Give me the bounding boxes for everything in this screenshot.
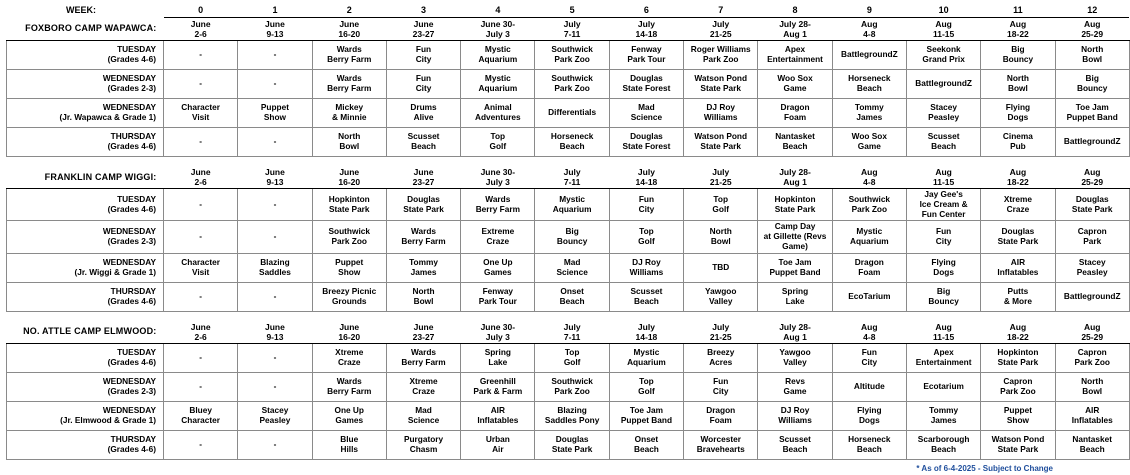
activity-cell-1-0-12: Douglas State Park bbox=[1055, 189, 1129, 221]
activity-cell-2-1-8: Revs Game bbox=[758, 372, 832, 401]
section-spacer bbox=[7, 311, 1130, 321]
activity-cell-1-1-5: Big Bouncy bbox=[535, 221, 609, 253]
activity-cell-2-2-1: Stacey Peasley bbox=[238, 401, 312, 430]
activity-cell-0-1-8: Woo Sox Game bbox=[758, 70, 832, 99]
date-cell-12: Aug 25-29 bbox=[1055, 166, 1129, 189]
week-number-header-row bbox=[7, 4, 1130, 18]
activity-cell-2-1-0: - bbox=[164, 372, 238, 401]
week-number-6: 6 bbox=[609, 4, 683, 18]
date-cell-4: June 30- July 3 bbox=[461, 166, 535, 189]
activity-cell-1-1-4: Extreme Craze bbox=[461, 221, 535, 253]
activity-cell-2-1-10: Ecotarium bbox=[906, 372, 980, 401]
activity-cell-0-0-0: - bbox=[164, 41, 238, 70]
table-row bbox=[7, 128, 1130, 157]
activity-cell-1-3-10: Big Bouncy bbox=[906, 282, 980, 311]
activity-cell-1-2-7: TBD bbox=[684, 253, 758, 282]
row-day-label: TUESDAY bbox=[117, 193, 156, 204]
week-number-4: 4 bbox=[461, 4, 535, 18]
activity-cell-1-1-2: Southwick Park Zoo bbox=[312, 221, 386, 253]
table-row bbox=[7, 221, 1130, 253]
activity-cell-2-1-12: North Bowl bbox=[1055, 372, 1129, 401]
activity-cell-2-1-1: - bbox=[238, 372, 312, 401]
activity-cell-0-3-8: Nantasket Beach bbox=[758, 128, 832, 157]
activity-cell-2-2-9: Flying Dogs bbox=[832, 401, 906, 430]
activity-cell-2-3-0: - bbox=[164, 430, 238, 459]
activity-cell-0-0-11: Big Bouncy bbox=[981, 41, 1055, 70]
table-row bbox=[7, 41, 1130, 70]
week-number-9: 9 bbox=[832, 4, 906, 18]
date-cell-6: July 14-18 bbox=[609, 18, 683, 41]
activity-cell-0-0-6: Fenway Park Tour bbox=[609, 41, 683, 70]
activity-cell-0-3-12: BattlegroundZ bbox=[1055, 128, 1129, 157]
row-grade-label: (Grades 4-6) bbox=[107, 295, 156, 306]
row-day-label: WEDNESDAY bbox=[102, 404, 156, 415]
date-cell-5: July 7-11 bbox=[535, 321, 609, 344]
activity-cell-0-0-8: Apex Entertainment bbox=[758, 41, 832, 70]
week-number-10: 10 bbox=[906, 4, 980, 18]
date-cell-2: June 16-20 bbox=[312, 321, 386, 344]
activity-cell-1-3-3: North Bowl bbox=[386, 282, 460, 311]
week-number-2: 2 bbox=[312, 4, 386, 18]
row-label-1-0 bbox=[7, 189, 164, 221]
week-number-1: 1 bbox=[238, 4, 312, 18]
activity-cell-0-1-9: Horseneck Beach bbox=[832, 70, 906, 99]
activity-cell-2-2-0: Bluey Character bbox=[164, 401, 238, 430]
activity-cell-0-1-12: Big Bouncy bbox=[1055, 70, 1129, 99]
week-number-5: 5 bbox=[535, 4, 609, 18]
activity-cell-0-1-3: Fun City bbox=[386, 70, 460, 99]
activity-cell-2-2-3: Mad Science bbox=[386, 401, 460, 430]
activity-cell-2-1-5: Southwick Park Zoo bbox=[535, 372, 609, 401]
date-cell-0: June 2-6 bbox=[164, 166, 238, 189]
row-label-0-3 bbox=[7, 128, 164, 157]
activity-cell-1-3-12: BattlegroundZ bbox=[1055, 282, 1129, 311]
activity-cell-1-0-5: Mystic Aquarium bbox=[535, 189, 609, 221]
activity-cell-0-2-11: Flying Dogs bbox=[981, 99, 1055, 128]
activity-cell-1-3-11: Putts & More bbox=[981, 282, 1055, 311]
week-number-8: 8 bbox=[758, 4, 832, 18]
row-grade-label: (Jr. Wapawca & Grade 1) bbox=[59, 112, 156, 122]
activity-cell-1-1-10: Fun City bbox=[906, 221, 980, 253]
date-cell-4: June 30- July 3 bbox=[461, 321, 535, 344]
activity-cell-2-0-11: Hopkinton State Park bbox=[981, 343, 1055, 372]
table-row bbox=[7, 282, 1130, 311]
activity-cell-2-0-4: Spring Lake bbox=[461, 343, 535, 372]
week-number-7: 7 bbox=[684, 4, 758, 18]
activity-cell-2-1-9: Altitude bbox=[832, 372, 906, 401]
activity-cell-0-3-7: Watson Pond State Park bbox=[684, 128, 758, 157]
row-day-label: TUESDAY bbox=[117, 44, 156, 55]
activity-cell-2-2-8: DJ Roy Williams bbox=[758, 401, 832, 430]
activity-cell-2-2-6: Toe Jam Puppet Band bbox=[609, 401, 683, 430]
row-day-label: THURSDAY bbox=[110, 285, 156, 296]
activity-cell-2-0-10: Apex Entertainment bbox=[906, 343, 980, 372]
activity-cell-2-2-12: AIR Inflatables bbox=[1055, 401, 1129, 430]
activity-cell-1-0-7: Top Golf bbox=[684, 189, 758, 221]
activity-cell-1-0-9: Southwick Park Zoo bbox=[832, 189, 906, 221]
activity-cell-1-0-4: Wards Berry Farm bbox=[461, 189, 535, 221]
activity-cell-0-1-7: Watson Pond State Park bbox=[684, 70, 758, 99]
date-cell-6: July 14-18 bbox=[609, 321, 683, 344]
date-cell-3: June 23-27 bbox=[386, 166, 460, 189]
activity-cell-1-3-1: - bbox=[238, 282, 312, 311]
camp-name-0: FOXBORO CAMP WAPAWCA: bbox=[7, 18, 164, 41]
activity-cell-2-2-4: AIR Inflatables bbox=[461, 401, 535, 430]
date-cell-5: July 7-11 bbox=[535, 18, 609, 41]
activity-cell-0-0-10: Seekonk Grand Prix bbox=[906, 41, 980, 70]
activity-cell-0-2-5: Differentials bbox=[535, 99, 609, 128]
date-cell-8: July 28- Aug 1 bbox=[758, 321, 832, 344]
row-label-2-2 bbox=[7, 401, 164, 430]
date-cell-1: June 9-13 bbox=[238, 18, 312, 41]
activity-cell-0-0-1: - bbox=[238, 41, 312, 70]
date-cell-7: July 21-25 bbox=[684, 18, 758, 41]
row-grade-label: (Grades 2-3) bbox=[107, 236, 156, 247]
row-label-1-2 bbox=[7, 253, 164, 282]
date-cell-3: June 23-27 bbox=[386, 321, 460, 344]
activity-cell-1-1-0: - bbox=[164, 221, 238, 253]
date-header-row bbox=[7, 321, 1130, 344]
activity-cell-1-2-4: One Up Games bbox=[461, 253, 535, 282]
row-grade-label: (Grades 2-3) bbox=[107, 83, 156, 93]
table-row bbox=[7, 70, 1130, 99]
week-label: WEEK: bbox=[66, 5, 96, 16]
activity-cell-0-2-7: DJ Roy Williams bbox=[684, 99, 758, 128]
activity-cell-0-3-10: Scusset Beach bbox=[906, 128, 980, 157]
row-grade-label: (Jr. Wiggi & Grade 1) bbox=[74, 266, 156, 277]
date-cell-6: July 14-18 bbox=[609, 166, 683, 189]
date-header-row bbox=[7, 18, 1130, 41]
activity-cell-1-3-6: Scusset Beach bbox=[609, 282, 683, 311]
row-grade-label: (Grades 4-6) bbox=[107, 54, 156, 64]
activity-cell-0-3-0: - bbox=[164, 128, 238, 157]
activity-cell-0-0-2: Wards Berry Farm bbox=[312, 41, 386, 70]
table-row bbox=[7, 372, 1130, 401]
activity-cell-2-3-12: Nantasket Beach bbox=[1055, 430, 1129, 459]
activity-cell-2-1-7: Fun City bbox=[684, 372, 758, 401]
row-label-2-1 bbox=[7, 372, 164, 401]
activity-cell-0-2-0: Character Visit bbox=[164, 99, 238, 128]
activity-cell-0-2-4: Animal Adventures bbox=[461, 99, 535, 128]
activity-cell-0-0-4: Mystic Aquarium bbox=[461, 41, 535, 70]
row-label-0-2 bbox=[7, 99, 164, 128]
week-number-11: 11 bbox=[981, 4, 1055, 18]
activity-cell-1-0-6: Fun City bbox=[609, 189, 683, 221]
row-grade-label: (Grades 4-6) bbox=[107, 141, 156, 151]
activity-cell-0-1-10: BattlegroundZ bbox=[906, 70, 980, 99]
date-cell-0: June 2-6 bbox=[164, 18, 238, 41]
date-cell-10: Aug 11-15 bbox=[906, 18, 980, 41]
activity-cell-1-3-5: Onset Beach bbox=[535, 282, 609, 311]
date-cell-9: Aug 4-8 bbox=[832, 321, 906, 344]
activity-cell-2-0-9: Fun City bbox=[832, 343, 906, 372]
activity-cell-1-1-8: Camp Day at Gillette (Revs Game) bbox=[758, 221, 832, 253]
activity-cell-1-0-2: Hopkinton State Park bbox=[312, 189, 386, 221]
activity-cell-0-3-6: Douglas State Forest bbox=[609, 128, 683, 157]
activity-cell-1-0-8: Hopkinton State Park bbox=[758, 189, 832, 221]
activity-cell-0-3-1: - bbox=[238, 128, 312, 157]
activity-cell-1-1-1: - bbox=[238, 221, 312, 253]
activity-cell-1-1-7: North Bowl bbox=[684, 221, 758, 253]
activity-cell-0-3-3: Scusset Beach bbox=[386, 128, 460, 157]
row-label-2-3 bbox=[7, 430, 164, 459]
row-grade-label: (Grades 4-6) bbox=[107, 443, 156, 454]
activity-cell-0-2-3: Drums Alive bbox=[386, 99, 460, 128]
activity-cell-0-0-5: Southwick Park Zoo bbox=[535, 41, 609, 70]
table-row bbox=[7, 253, 1130, 282]
activity-cell-2-0-12: Capron Park Zoo bbox=[1055, 343, 1129, 372]
activity-cell-0-2-10: Stacey Peasley bbox=[906, 99, 980, 128]
activity-cell-1-0-0: - bbox=[164, 189, 238, 221]
activity-cell-1-3-7: Yawgoo Valley bbox=[684, 282, 758, 311]
activity-cell-1-1-9: Mystic Aquarium bbox=[832, 221, 906, 253]
activity-cell-1-3-8: Spring Lake bbox=[758, 282, 832, 311]
activity-cell-2-3-2: Blue Hills bbox=[312, 430, 386, 459]
schedule-table bbox=[6, 4, 1130, 460]
activity-cell-1-2-2: Puppet Show bbox=[312, 253, 386, 282]
activity-cell-2-0-2: Xtreme Craze bbox=[312, 343, 386, 372]
row-day-label: TUESDAY bbox=[117, 346, 156, 357]
activity-cell-0-2-6: Mad Science bbox=[609, 99, 683, 128]
activity-cell-0-2-8: Dragon Foam bbox=[758, 99, 832, 128]
camp-name-2: NO. ATTLE CAMP ELMWOOD: bbox=[7, 321, 164, 344]
date-cell-0: June 2-6 bbox=[164, 321, 238, 344]
table-row bbox=[7, 189, 1130, 221]
activity-cell-1-3-9: EcoTarium bbox=[832, 282, 906, 311]
activity-cell-2-1-4: Greenhill Park & Farm bbox=[461, 372, 535, 401]
date-cell-7: July 21-25 bbox=[684, 166, 758, 189]
row-day-label: WEDNESDAY bbox=[102, 375, 156, 386]
activity-cell-1-1-6: Top Golf bbox=[609, 221, 683, 253]
row-grade-label: (Grades 4-6) bbox=[107, 356, 156, 367]
activity-cell-1-1-12: Capron Park bbox=[1055, 221, 1129, 253]
activity-cell-2-3-1: - bbox=[238, 430, 312, 459]
row-grade-label: (Jr. Elmwood & Grade 1) bbox=[60, 414, 156, 425]
date-cell-11: Aug 18-22 bbox=[981, 166, 1055, 189]
activity-cell-1-2-10: Flying Dogs bbox=[906, 253, 980, 282]
activity-cell-0-1-5: Southwick Park Zoo bbox=[535, 70, 609, 99]
activity-cell-2-3-11: Watson Pond State Park bbox=[981, 430, 1055, 459]
activity-cell-1-2-3: Tommy James bbox=[386, 253, 460, 282]
row-day-label: THURSDAY bbox=[110, 433, 156, 444]
footer-note: * As of 6-4-2025 - Subject to Change bbox=[916, 464, 1053, 473]
activity-cell-1-1-11: Douglas State Park bbox=[981, 221, 1055, 253]
week-number-3: 3 bbox=[386, 4, 460, 18]
activity-cell-1-2-1: Blazing Saddles bbox=[238, 253, 312, 282]
row-label-0-1 bbox=[7, 70, 164, 99]
activity-cell-2-0-1: - bbox=[238, 343, 312, 372]
row-label-2-0 bbox=[7, 343, 164, 372]
row-label-1-3 bbox=[7, 282, 164, 311]
activity-cell-1-2-5: Mad Science bbox=[535, 253, 609, 282]
camp-name-1: FRANKLIN CAMP WIGGI: bbox=[7, 166, 164, 189]
activity-cell-2-0-7: Breezy Acres bbox=[684, 343, 758, 372]
date-cell-9: Aug 4-8 bbox=[832, 166, 906, 189]
activity-cell-2-3-7: Worcester Bravehearts bbox=[684, 430, 758, 459]
date-cell-7: July 21-25 bbox=[684, 321, 758, 344]
activity-cell-0-2-9: Tommy James bbox=[832, 99, 906, 128]
activity-cell-2-1-6: Top Golf bbox=[609, 372, 683, 401]
date-cell-8: July 28- Aug 1 bbox=[758, 18, 832, 41]
activity-cell-1-0-11: Xtreme Craze bbox=[981, 189, 1055, 221]
activity-cell-0-2-1: Puppet Show bbox=[238, 99, 312, 128]
activity-cell-2-3-6: Onset Beach bbox=[609, 430, 683, 459]
activity-cell-2-0-0: - bbox=[164, 343, 238, 372]
activity-cell-2-0-6: Mystic Aquarium bbox=[609, 343, 683, 372]
table-row bbox=[7, 401, 1130, 430]
activity-cell-0-1-4: Mystic Aquarium bbox=[461, 70, 535, 99]
date-cell-12: Aug 25-29 bbox=[1055, 18, 1129, 41]
section-spacer bbox=[7, 157, 1130, 167]
activity-cell-2-2-11: Puppet Show bbox=[981, 401, 1055, 430]
date-cell-12: Aug 25-29 bbox=[1055, 321, 1129, 344]
week-number-12: 12 bbox=[1055, 4, 1129, 18]
date-header-row bbox=[7, 166, 1130, 189]
row-grade-label: (Grades 4-6) bbox=[107, 203, 156, 214]
row-day-label: WEDNESDAY bbox=[102, 226, 156, 237]
activity-cell-0-3-2: North Bowl bbox=[312, 128, 386, 157]
activity-cell-2-0-3: Wards Berry Farm bbox=[386, 343, 460, 372]
activity-cell-2-3-10: Scarborough Beach bbox=[906, 430, 980, 459]
activity-cell-0-3-11: Cinema Pub bbox=[981, 128, 1055, 157]
row-day-label: WEDNESDAY bbox=[102, 256, 156, 267]
activity-cell-2-2-10: Tommy James bbox=[906, 401, 980, 430]
activity-cell-0-3-5: Horseneck Beach bbox=[535, 128, 609, 157]
activity-cell-2-2-2: One Up Games bbox=[312, 401, 386, 430]
date-cell-8: July 28- Aug 1 bbox=[758, 166, 832, 189]
week-number-0: 0 bbox=[164, 4, 238, 18]
activity-cell-1-1-3: Wards Berry Farm bbox=[386, 221, 460, 253]
activity-cell-0-2-12: Toe Jam Puppet Band bbox=[1055, 99, 1129, 128]
activity-cell-0-0-7: Roger Williams Park Zoo bbox=[684, 41, 758, 70]
activity-cell-2-1-11: Capron Park Zoo bbox=[981, 372, 1055, 401]
activity-cell-0-3-9: Woo Sox Game bbox=[832, 128, 906, 157]
row-label-0-0 bbox=[7, 41, 164, 70]
date-cell-11: Aug 18-22 bbox=[981, 18, 1055, 41]
activity-cell-2-1-3: Xtreme Craze bbox=[386, 372, 460, 401]
activity-cell-0-0-12: North Bowl bbox=[1055, 41, 1129, 70]
activity-cell-0-1-2: Wards Berry Farm bbox=[312, 70, 386, 99]
activity-cell-2-3-8: Scusset Beach bbox=[758, 430, 832, 459]
activity-cell-1-0-10: Jay Gee's Ice Cream & Fun Center bbox=[906, 189, 980, 221]
activity-cell-2-2-5: Blazing Saddles Pony bbox=[535, 401, 609, 430]
date-cell-1: June 9-13 bbox=[238, 166, 312, 189]
activity-cell-1-2-8: Toe Jam Puppet Band bbox=[758, 253, 832, 282]
activity-cell-0-1-1: - bbox=[238, 70, 312, 99]
activity-cell-2-1-2: Wards Berry Farm bbox=[312, 372, 386, 401]
row-grade-label: (Grades 2-3) bbox=[107, 385, 156, 396]
activity-cell-2-2-7: Dragon Foam bbox=[684, 401, 758, 430]
row-day-label: WEDNESDAY bbox=[102, 73, 156, 84]
activity-cell-2-3-5: Douglas State Park bbox=[535, 430, 609, 459]
row-label-1-1 bbox=[7, 221, 164, 253]
activity-cell-1-2-11: AIR Inflatables bbox=[981, 253, 1055, 282]
activity-cell-1-3-2: Breezy Picnic Grounds bbox=[312, 282, 386, 311]
table-row bbox=[7, 99, 1130, 128]
activity-cell-0-2-2: Mickey & Minnie bbox=[312, 99, 386, 128]
date-cell-2: June 16-20 bbox=[312, 18, 386, 41]
date-cell-10: Aug 11-15 bbox=[906, 321, 980, 344]
row-day-label: WEDNESDAY bbox=[102, 102, 156, 113]
date-cell-10: Aug 11-15 bbox=[906, 166, 980, 189]
date-cell-4: June 30- July 3 bbox=[461, 18, 535, 41]
date-cell-5: July 7-11 bbox=[535, 166, 609, 189]
activity-cell-2-0-5: Top Golf bbox=[535, 343, 609, 372]
date-cell-9: Aug 4-8 bbox=[832, 18, 906, 41]
activity-cell-0-0-9: BattlegroundZ bbox=[832, 41, 906, 70]
activity-cell-2-3-3: Purgatory Chasm bbox=[386, 430, 460, 459]
activity-cell-1-3-0: - bbox=[164, 282, 238, 311]
activity-cell-2-3-9: Horseneck Beach bbox=[832, 430, 906, 459]
date-cell-3: June 23-27 bbox=[386, 18, 460, 41]
date-cell-11: Aug 18-22 bbox=[981, 321, 1055, 344]
activity-cell-1-2-12: Stacey Peasley bbox=[1055, 253, 1129, 282]
activity-cell-1-3-4: Fenway Park Tour bbox=[461, 282, 535, 311]
table-row bbox=[7, 430, 1130, 459]
activity-cell-0-1-6: Douglas State Forest bbox=[609, 70, 683, 99]
table-row bbox=[7, 343, 1130, 372]
activity-cell-1-0-1: - bbox=[238, 189, 312, 221]
date-cell-2: June 16-20 bbox=[312, 166, 386, 189]
activity-cell-1-2-6: DJ Roy Williams bbox=[609, 253, 683, 282]
activity-cell-0-1-0: - bbox=[164, 70, 238, 99]
activity-cell-0-0-3: Fun City bbox=[386, 41, 460, 70]
activity-cell-2-3-4: Urban Air bbox=[461, 430, 535, 459]
activity-cell-0-3-4: Top Golf bbox=[461, 128, 535, 157]
activity-cell-2-0-8: Yawgoo Valley bbox=[758, 343, 832, 372]
activity-cell-0-1-11: North Bowl bbox=[981, 70, 1055, 99]
activity-cell-1-2-0: Character Visit bbox=[164, 253, 238, 282]
row-day-label: THURSDAY bbox=[110, 131, 156, 142]
date-cell-1: June 9-13 bbox=[238, 321, 312, 344]
activity-cell-1-0-3: Douglas State Park bbox=[386, 189, 460, 221]
activity-cell-1-2-9: Dragon Foam bbox=[832, 253, 906, 282]
